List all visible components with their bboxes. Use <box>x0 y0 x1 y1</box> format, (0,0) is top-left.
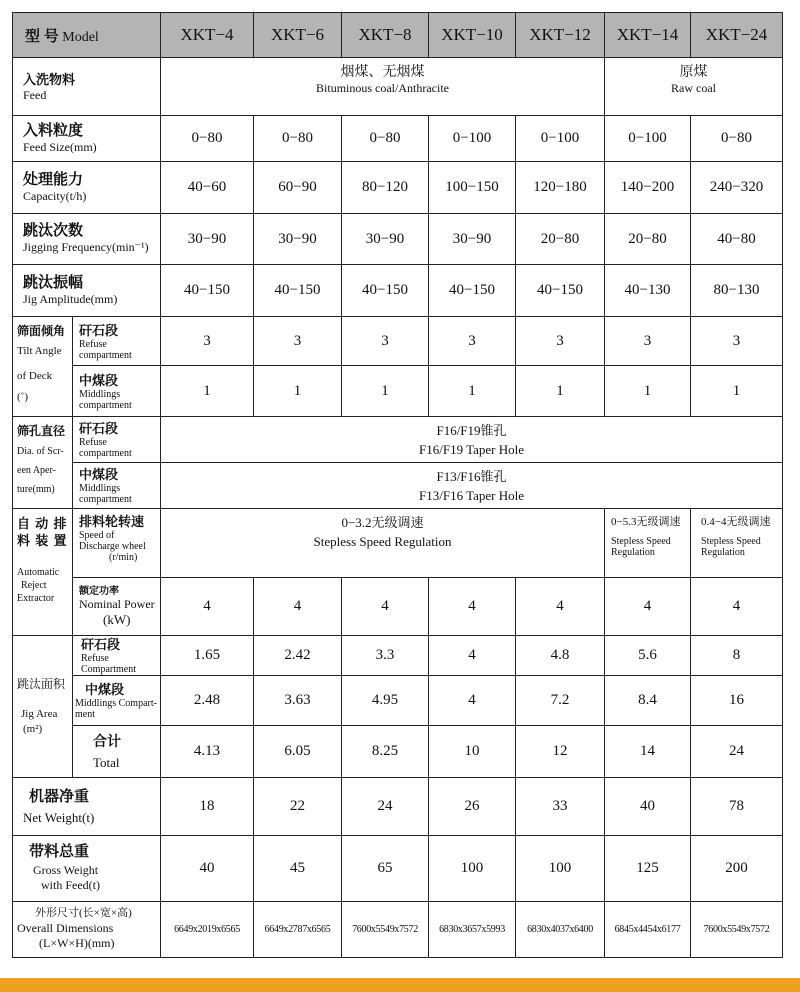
tilt-label: 筛面倾角 Tilt Angle of Deck (˚) <box>13 317 73 417</box>
screen-label: 筛孔直径 Dia. of Scr- een Aper- ture(mm) <box>13 417 73 509</box>
value-cell: 3 <box>254 317 342 366</box>
value-cell: 78 <box>691 778 783 836</box>
value-cell: 6845x4454x6177 <box>605 902 691 958</box>
value-cell: 40−80 <box>691 214 783 265</box>
value-cell: 0−80 <box>254 116 342 162</box>
value-cell: 0−100 <box>429 116 516 162</box>
feed-size-row <box>13 116 783 162</box>
jig-area-refuse-row <box>13 636 783 676</box>
extractor-speed-b: 0−5.3无级调速 Stepless Speed Regulation <box>605 509 691 578</box>
value-cell: 60−90 <box>254 162 342 214</box>
model-xkt-24: XKT−24 <box>691 13 783 58</box>
value-cell: 0−80 <box>691 116 783 162</box>
value-cell: 4.13 <box>161 726 254 778</box>
spec-table <box>12 12 783 958</box>
value-cell: 1.65 <box>161 636 254 676</box>
value-cell: 20−80 <box>605 214 691 265</box>
value-cell: 100 <box>429 836 516 902</box>
value-cell: 1 <box>429 366 516 417</box>
feed-raw-coal: 原煤 Raw coal <box>605 58 783 116</box>
value-cell: 26 <box>429 778 516 836</box>
value-cell: 40−150 <box>254 265 342 317</box>
bottom-accent-bar <box>0 978 800 992</box>
model-xkt-8: XKT−8 <box>342 13 429 58</box>
header-row <box>13 13 783 58</box>
value-cell: 22 <box>254 778 342 836</box>
value-cell: 3 <box>342 317 429 366</box>
value-cell: 4 <box>429 636 516 676</box>
model-xkt-14: XKT−14 <box>605 13 691 58</box>
amplitude-label: 跳汰振幅 Jig Amplitude(mm) <box>13 265 161 317</box>
frequency-label: 跳汰次数 Jigging Frequency(min⁻¹) <box>13 214 161 265</box>
value-cell: 8 <box>691 636 783 676</box>
value-cell: 30−90 <box>429 214 516 265</box>
capacity-label: 处理能力 Capacity(t/h) <box>13 162 161 214</box>
value-cell: 140−200 <box>605 162 691 214</box>
feed-row <box>13 58 783 116</box>
value-cell: 4 <box>516 578 605 636</box>
extractor-power-label: 额定功率 Nominal Power (kW) <box>73 578 161 636</box>
value-cell: 1 <box>605 366 691 417</box>
value-cell: 30−90 <box>342 214 429 265</box>
dimensions-label: 外形尺寸(长×宽×高) Overall Dimensions (L×W×H)(mm) <box>13 902 161 958</box>
value-cell: 5.6 <box>605 636 691 676</box>
value-cell: 20−80 <box>516 214 605 265</box>
value-cell: 4 <box>429 578 516 636</box>
value-cell: 24 <box>691 726 783 778</box>
extractor-power-row <box>13 578 783 636</box>
model-xkt-10: XKT−10 <box>429 13 516 58</box>
gross-weight-label: 带料总重 Gross Weight with Feed(t) <box>13 836 161 902</box>
model-xkt-12: XKT−12 <box>516 13 605 58</box>
value-cell: 33 <box>516 778 605 836</box>
net-weight-label: 机器净重 Net Weight(t) <box>13 778 161 836</box>
value-cell: 40−130 <box>605 265 691 317</box>
frequency-row <box>13 214 783 265</box>
value-cell: 100−150 <box>429 162 516 214</box>
extractor-speed-a: 0−3.2无级调速 Stepless Speed Regulation <box>161 509 605 578</box>
extractor-speed-label: 排料轮转速 Speed of Discharge wheel (r/min) <box>73 509 161 578</box>
model-label: 型 号 Model <box>13 13 161 58</box>
value-cell: 240−320 <box>691 162 783 214</box>
value-cell: 3.3 <box>342 636 429 676</box>
net-weight-row <box>13 778 783 836</box>
value-cell: 6830x3657x5993 <box>429 902 516 958</box>
value-cell: 7600x5549x7572 <box>342 902 429 958</box>
value-cell: 80−130 <box>691 265 783 317</box>
value-cell: 40−60 <box>161 162 254 214</box>
value-cell: 125 <box>605 836 691 902</box>
value-cell: 3 <box>161 317 254 366</box>
value-cell: 0−80 <box>161 116 254 162</box>
jig-middlings-label: 中煤段 Middlings Compart-ment <box>73 676 161 726</box>
jig-area-label: 跳汰面积 Jig Area (m²) <box>13 636 73 778</box>
screen-middlings-value: F13/F16锥孔 F13/F16 Taper Hole <box>161 463 783 509</box>
gross-weight-row <box>13 836 783 902</box>
value-cell: 2.48 <box>161 676 254 726</box>
jig-area-middlings-row <box>13 676 783 726</box>
dimensions-row <box>13 902 783 958</box>
value-cell: 30−90 <box>254 214 342 265</box>
value-cell: 6649x2787x6565 <box>254 902 342 958</box>
feed-bituminous: 烟煤、无烟煤 Bituminous coal/Anthracite <box>161 58 605 116</box>
value-cell: 65 <box>342 836 429 902</box>
value-cell: 7600x5549x7572 <box>691 902 783 958</box>
value-cell: 4 <box>342 578 429 636</box>
jig-area-total-row <box>13 726 783 778</box>
value-cell: 6.05 <box>254 726 342 778</box>
value-cell: 40−150 <box>161 265 254 317</box>
value-cell: 1 <box>342 366 429 417</box>
model-xkt-4: XKT−4 <box>161 13 254 58</box>
value-cell: 1 <box>161 366 254 417</box>
value-cell: 1 <box>516 366 605 417</box>
value-cell: 7.2 <box>516 676 605 726</box>
value-cell: 4 <box>254 578 342 636</box>
tilt-middlings-label: 中煤段 Middlings compartment <box>73 366 161 417</box>
value-cell: 45 <box>254 836 342 902</box>
value-cell: 3.63 <box>254 676 342 726</box>
value-cell: 40−150 <box>429 265 516 317</box>
value-cell: 4 <box>161 578 254 636</box>
value-cell: 0−100 <box>516 116 605 162</box>
value-cell: 1 <box>254 366 342 417</box>
value-cell: 0−100 <box>605 116 691 162</box>
value-cell: 200 <box>691 836 783 902</box>
feed-size-label: 入料粒度 Feed Size(mm) <box>13 116 161 162</box>
tilt-refuse-row <box>13 317 783 366</box>
extractor-label: 自 动 排 料 装 置 Automatic Reject Extractor <box>13 509 73 636</box>
value-cell: 4 <box>691 578 783 636</box>
screen-refuse-label: 矸石段 Refuse compartment <box>73 417 161 463</box>
capacity-row <box>13 162 783 214</box>
extractor-speed-c: 0.4−4无级调速 Stepless Speed Regulation <box>691 509 783 578</box>
value-cell: 24 <box>342 778 429 836</box>
value-cell: 4.8 <box>516 636 605 676</box>
value-cell: 14 <box>605 726 691 778</box>
jig-refuse-label: 矸石段 Refuse Compartment <box>73 636 161 676</box>
value-cell: 1 <box>691 366 783 417</box>
value-cell: 30−90 <box>161 214 254 265</box>
value-cell: 40 <box>161 836 254 902</box>
amplitude-row <box>13 265 783 317</box>
value-cell: 40 <box>605 778 691 836</box>
extractor-speed-row <box>13 509 783 578</box>
value-cell: 100 <box>516 836 605 902</box>
value-cell: 3 <box>429 317 516 366</box>
screen-refuse-row <box>13 417 783 463</box>
value-cell: 18 <box>161 778 254 836</box>
value-cell: 4 <box>429 676 516 726</box>
value-cell: 4.95 <box>342 676 429 726</box>
jig-total-label: 合计 Total <box>73 726 161 778</box>
value-cell: 40−150 <box>342 265 429 317</box>
value-cell: 40−150 <box>516 265 605 317</box>
value-cell: 80−120 <box>342 162 429 214</box>
value-cell: 120−180 <box>516 162 605 214</box>
model-xkt-6: XKT−6 <box>254 13 342 58</box>
value-cell: 3 <box>516 317 605 366</box>
value-cell: 3 <box>605 317 691 366</box>
value-cell: 0−80 <box>342 116 429 162</box>
screen-refuse-value: F16/F19锥孔 F16/F19 Taper Hole <box>161 417 783 463</box>
feed-label: 入洗物料 Feed <box>13 58 161 116</box>
screen-middlings-label: 中煤段 Middlings compartment <box>73 463 161 509</box>
value-cell: 6649x2019x6565 <box>161 902 254 958</box>
value-cell: 3 <box>691 317 783 366</box>
value-cell: 12 <box>516 726 605 778</box>
tilt-middlings-row <box>13 366 783 417</box>
tilt-refuse-label: 矸石段 Refuse compartment <box>73 317 161 366</box>
screen-middlings-row <box>13 463 783 509</box>
value-cell: 6830x4037x6400 <box>516 902 605 958</box>
value-cell: 10 <box>429 726 516 778</box>
value-cell: 8.25 <box>342 726 429 778</box>
value-cell: 4 <box>605 578 691 636</box>
value-cell: 8.4 <box>605 676 691 726</box>
value-cell: 2.42 <box>254 636 342 676</box>
value-cell: 16 <box>691 676 783 726</box>
